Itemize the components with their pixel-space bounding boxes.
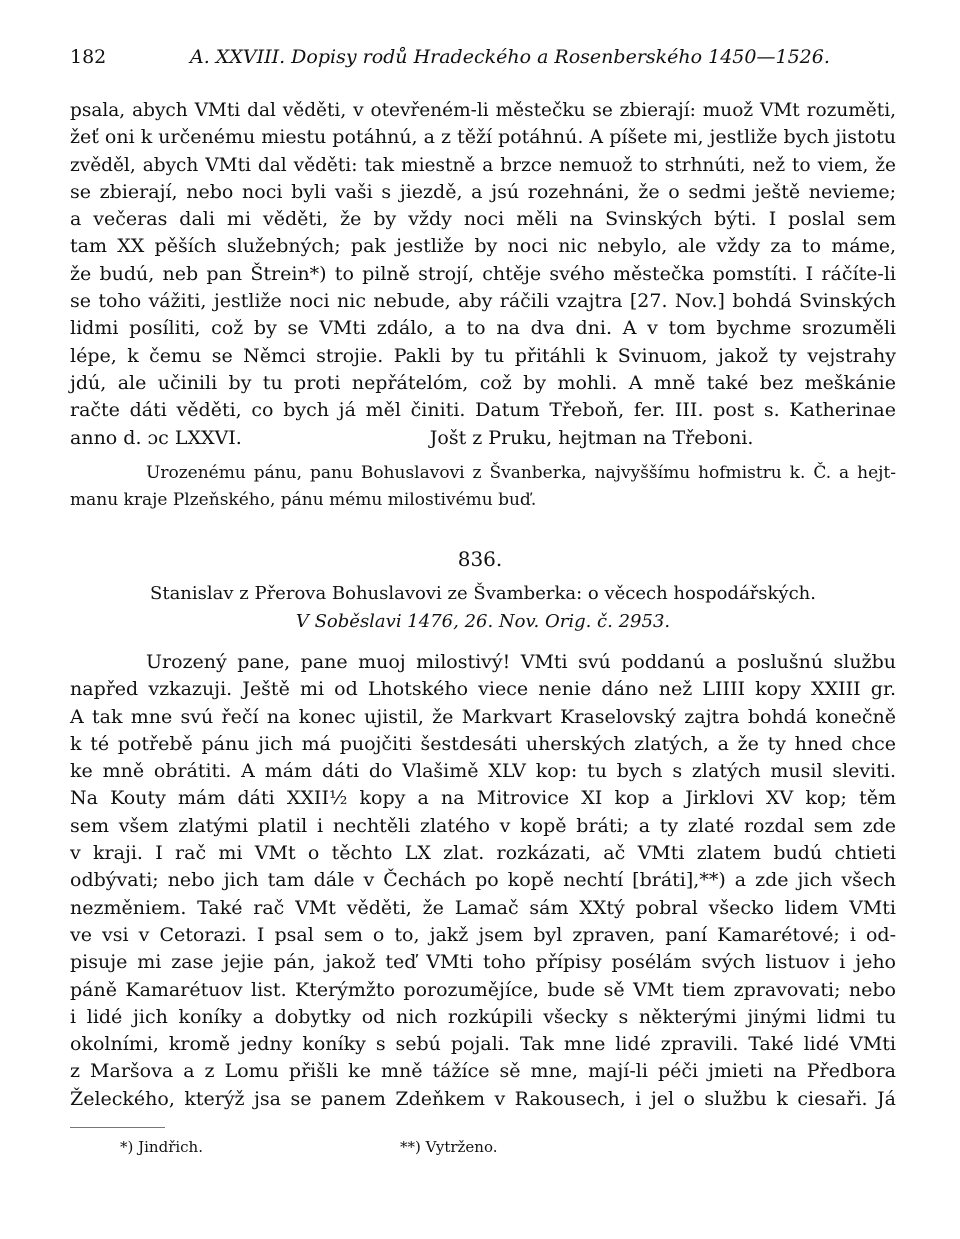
running-title: A. XXVIII. Dopisy rodů Hradeckého a Rosenberského 1450—1526. xyxy=(190,46,830,68)
text-line: z Maršova a z Lomu přišli ke mně tážíce sě mne, mají-li péči jmieti na Předbora xyxy=(70,1060,896,1083)
text-line: lépe, k čemu se Němci strojie. Pakli by tu přitáhli k Svinuom, jakož ty vejstrahy xyxy=(70,344,896,367)
text-line: a večeras dali mi věděti, že by vždy noci měli na Svinských býti. I poslal sem xyxy=(70,208,896,231)
document-source: V Soběslavi 1476, 26. Nov. Orig. č. 2953. xyxy=(295,611,671,632)
text-line: pisuje mi zase jejie pán, jakož teď VMti toho přípisy posélám svých listuov i jeho xyxy=(70,951,896,974)
text-line: ke mně obrátiti. A mám dáti do Vlašimě XLV kop: tu bych s zlatých musil sleviti. xyxy=(70,760,896,783)
text-line: Na Kouty mám dáti XXII½ kopy a na Mitrovice XI kop a Jirklovi XV kop; těm xyxy=(70,787,896,810)
text-line: A tak mne svú řečí na konec ujistil, že Markvart Kraselovský zajtra bohdá konečně xyxy=(70,705,896,728)
text-line: i lidé jich koníky a dobytky od nich rozkúpili všecky s některými jinými lidmi tu xyxy=(70,1005,896,1028)
text-line: odbývati; nebo jich tam dále v Čechách po kopě nechtí [bráti],**) a zde jich všech xyxy=(70,869,896,892)
text-line: se toho vážiti, jestliže noci nic nebude, aby ráčili vzajtra [27. Nov.] bohdá Svinských xyxy=(70,290,896,313)
text-line: páně Kamarétuov list. Kterýmžto porozumějíce, bude sě VMt tiem zpravovati; nebo xyxy=(70,978,896,1001)
signature: Jošt z Pruku, hejtman na Třeboni. xyxy=(429,426,754,449)
text-line: lidmi posíliti, což by se VMti zdálo, a to na dva dni. A v tom bychme srozuměli xyxy=(70,317,896,340)
footnotes xyxy=(120,1138,896,1164)
address-block xyxy=(70,460,896,515)
text-line: k té potřebě pánu jich má puojčiti šestdesáti uherských zlatých, a že ty hned chce xyxy=(70,732,896,755)
footnote-rule xyxy=(70,1127,165,1128)
footnote: *) Jindřich. xyxy=(120,1138,203,1156)
text-line: Urozený pane, pane muoj milostivý! VMti svú poddanú a poslušnú službu xyxy=(146,651,896,673)
text-line: psala, abych VMti dal věděti, v otevřeném-li městečku se zbierají: muož VMt rozuměti, xyxy=(70,100,896,121)
text-line: račte dáti věděti, co bych já měl činiti. Datum Třeboň, fer. III. post s. Katherinae xyxy=(70,399,896,422)
text-line: v kraji. I rač mi VMt o těchto LX zlat. rozkázati, ač VMti zlatem budú chtieti xyxy=(70,842,896,865)
date-line: anno d. ɔc LXXVI. xyxy=(70,426,242,449)
footnote: **) Vytrženo. xyxy=(400,1138,498,1156)
text-line: že budú, neb pan Štrein*) to pilně strojí, chtěje svého městečka pomstíti. I ráčíte-li xyxy=(70,262,896,285)
page-header xyxy=(70,42,896,76)
text-line: Želeckého, kterýž jsa se panem Zdeňkem v Rakousech, i jel o službu k ciesaři. Já xyxy=(70,1087,896,1110)
address-line: Urozenému pánu, panu Bohuslavovi z Švanberka, najvyššímu hofmistru k. Č. a hejt- xyxy=(146,463,896,483)
closing-line xyxy=(70,425,896,452)
text-line: zvěděl, abych VMti dal věděti: tak miestně a brzce nemuož to strhnúti, než to viem, že xyxy=(70,154,896,176)
text-line: se zbierají, nebo noci byli vaši s jiezdě, a jsú rozehnáni, že o sedmi ještě nevieme; xyxy=(70,180,896,203)
text-line: žeť oni k určenému miestu potáhnú, a z těží potáhnú. A píšete mi, jestliže bych jistotu xyxy=(70,126,896,149)
text-line: sem všem zlatými platil i nechtěli zlatého v kopě bráti; a ty zlaté rozdal sem zde xyxy=(70,814,896,837)
text-line: jdú, ale učinili by tu proti nepřátelóm, což by mohli. A mně také bez meškánie xyxy=(70,371,896,394)
text-line: tam XX pěších služebných; pak jestliže by noci nic nebylo, ale vždy za to máme, xyxy=(70,235,896,258)
letter-continuation xyxy=(70,97,896,452)
text-line: okolními, kromě jedny koníky s sebú pojali. Tak mne lidé zpravili. Také lidé VMti xyxy=(70,1033,896,1056)
document-number: 836. xyxy=(457,547,503,571)
document-title: Stanislav z Přerova Bohuslavovi ze Švamberka: o věcech hospodářských. xyxy=(150,583,816,604)
letter-body xyxy=(70,649,896,1113)
address-line: manu kraje Plzeňského, pánu mému milostivému buď. xyxy=(70,490,537,511)
text-line: ve vsi v Cetorazi. I psal sem o to, jakž jsem byl zpraven, paní Kamarétové; i od- xyxy=(70,923,896,946)
text-line: napřed vzkazuji. Ještě mi od Lhotského viece nenie dáno než LIIII kopy XXIII gr. xyxy=(70,678,896,701)
page-number: 182 xyxy=(70,46,107,68)
text-line: nezměniem. Také rač VMt věděti, že Lamač sám XXtý pobral všecko lidem VMti xyxy=(70,896,896,919)
